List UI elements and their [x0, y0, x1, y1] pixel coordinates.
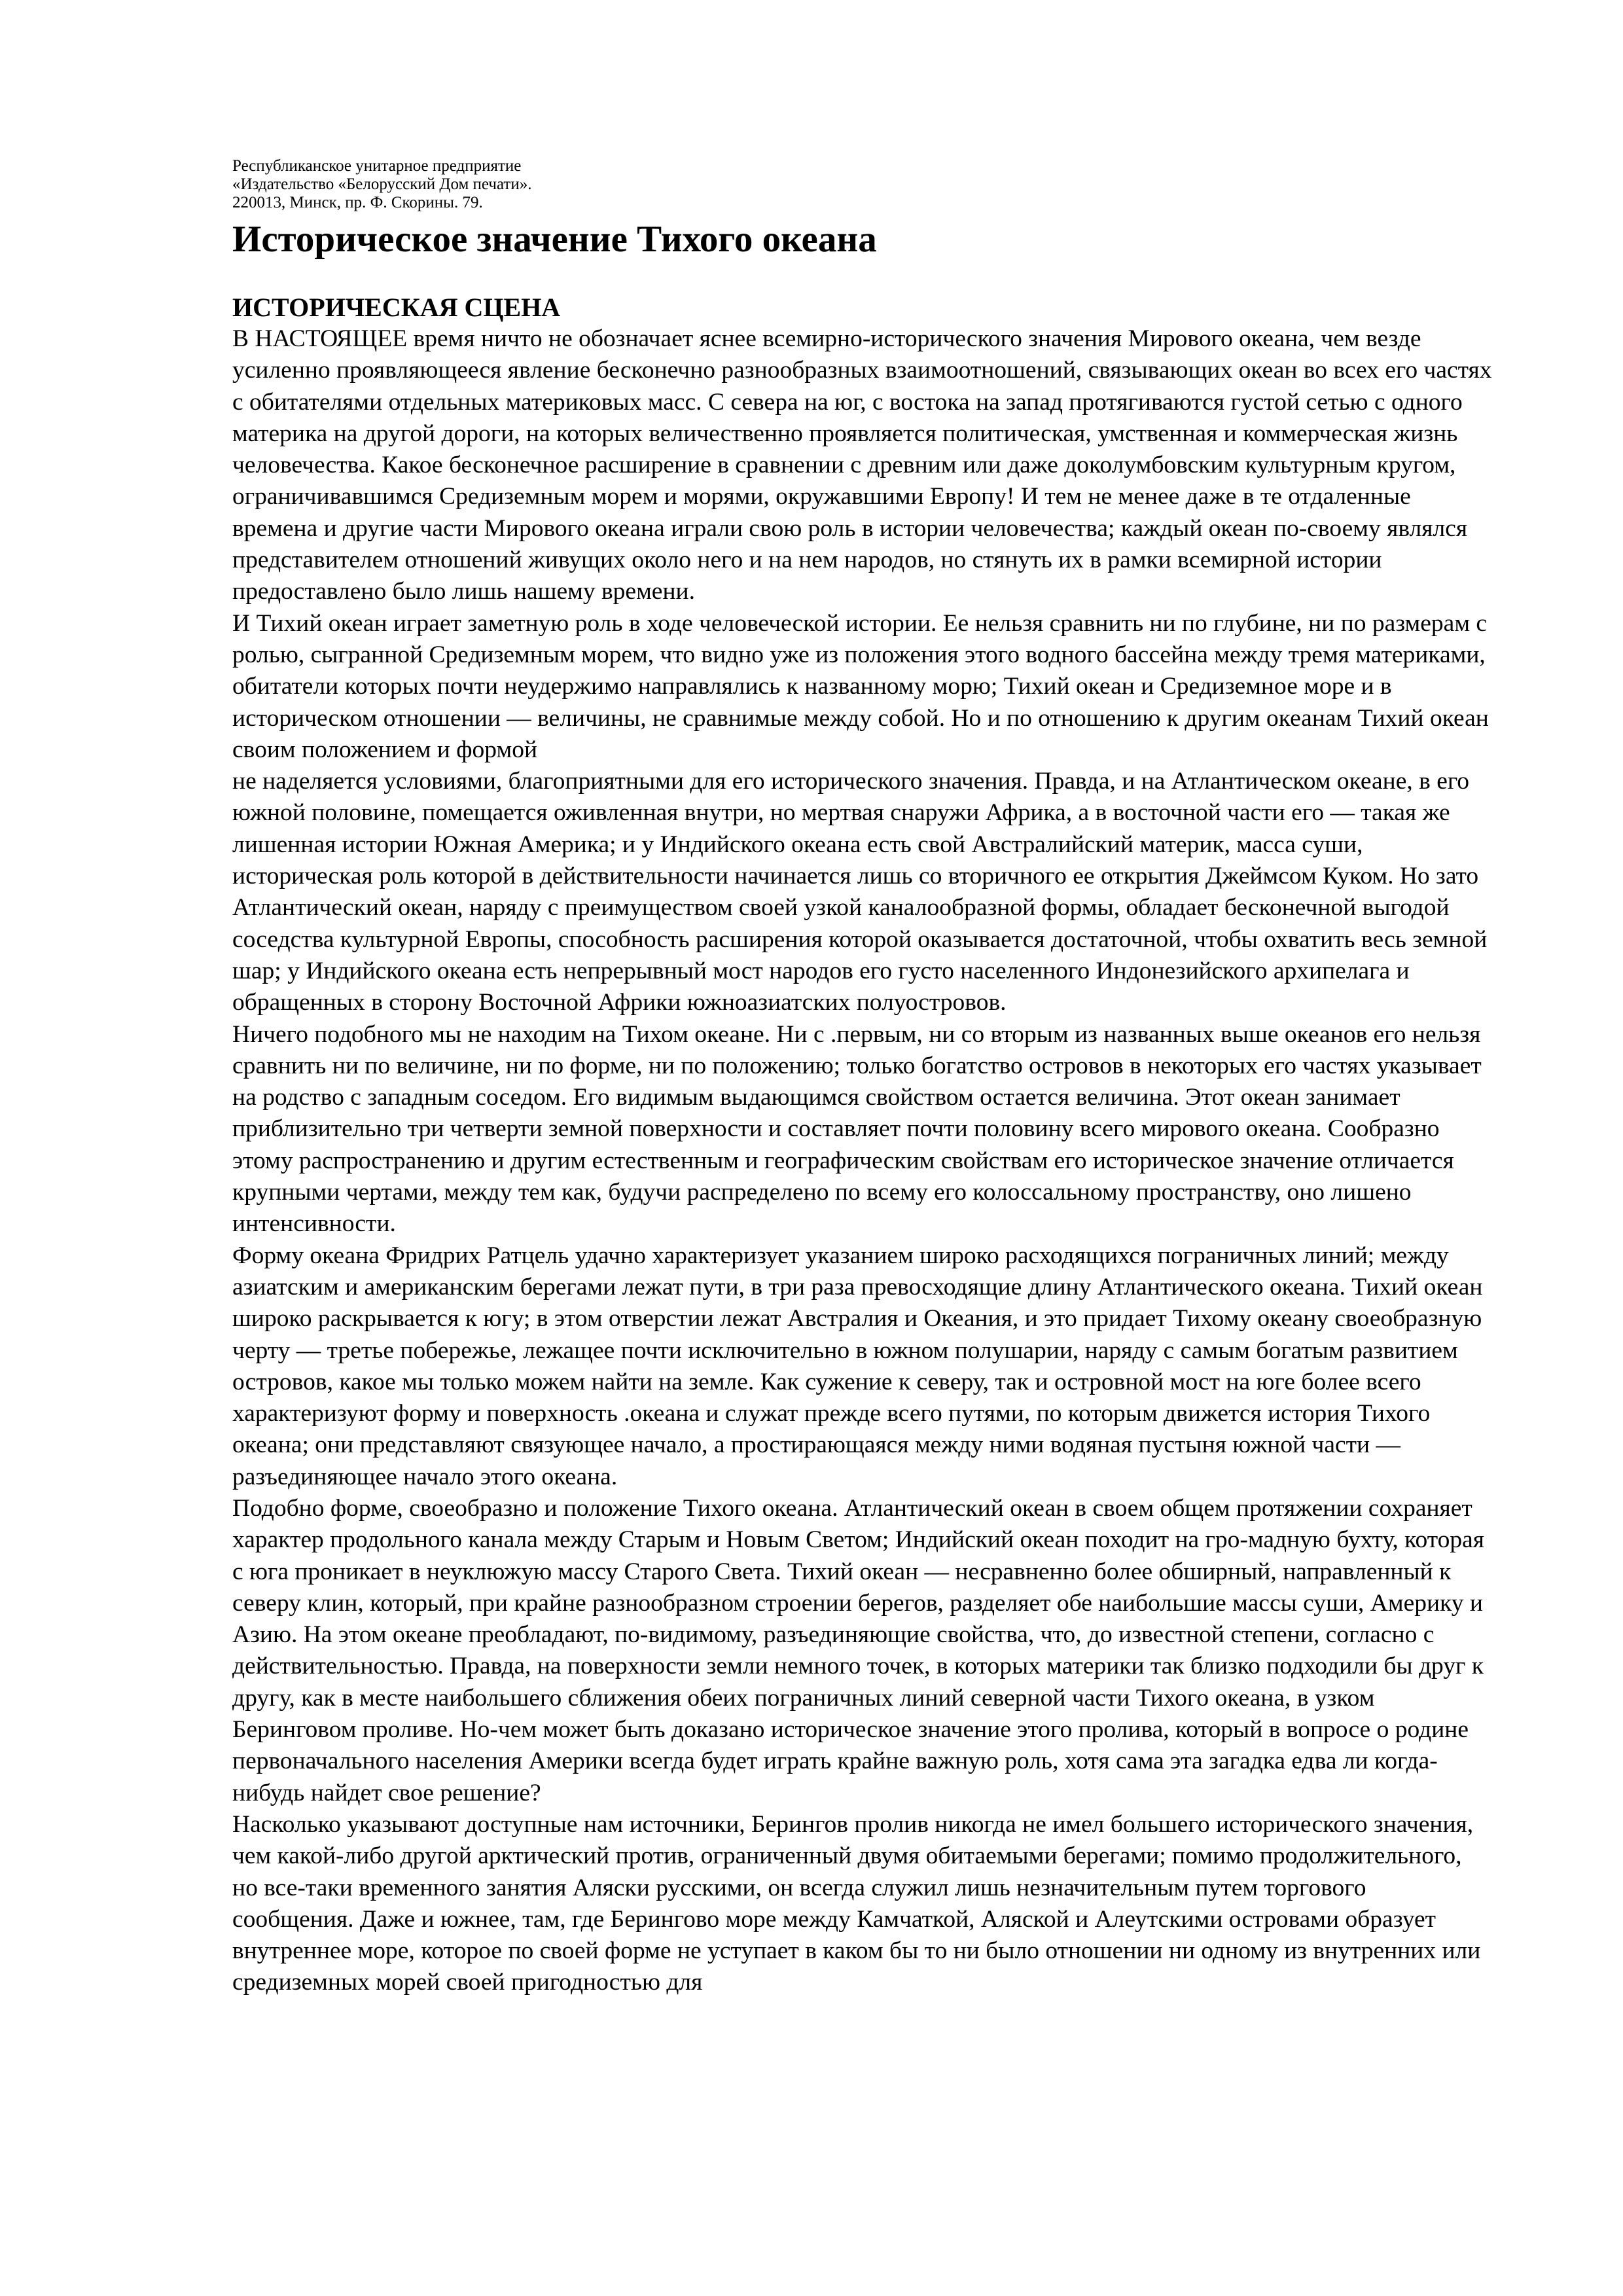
paragraph: И Тихий океан играет заметную роль в ходе человеческой истории. Ее нельзя сравнить ни по глубине, ни по размерам с ролью, сыгранной Средиземным морем, что видно уже из положения этого водного бассейна между тремя материками, обитатели которых почти неудержимо направлялись к названному морю; Тихий океан и Средиземное море и в историческом отношении — величины, не сравнимые между собой. Но и по отношению к другим океанам Тихий океан своим положением и формой	[232, 609, 1489, 763]
publisher-info	[232, 157, 1492, 212]
paragraph: Насколько указывают доступные нам источники, Берингов пролив никогда не имел большего исторического значения, чем какой-либо другой арктический против, ограниченный двумя обитаемыми берегами; помимо продолжительного, но все-таки временного занятия Аляски русскими, он всегда служил лишь незначительным путем торгового сообщения. Даже и южнее, там, где Берингово море между Камчаткой, Аляской и Алеутскими островами образует внутреннее море, которое по своей форме не уступает в каком бы то ни было отношении ни одному из внутренних или средиземных морей своей пригодностью для	[232, 1810, 1481, 1996]
section-heading: ИСТОРИЧЕСКАЯ СЦЕНА	[232, 293, 561, 322]
publisher-line: 220013, Минск, пр. Ф. Скорины. 79.	[232, 194, 483, 211]
paragraph: В НАСТОЯЩЕЕ время ничто не обозначает яснее всемирно-исторического значения Мирового океана, чем везде усиленно проявляющееся явление бесконечно разнообразных взаимоотношений, связывающих океан во всех его частях с обитателями отдельных материковых масс. С севера на юг, с востока на запад протягиваются густой сетью с одного материка на другой дороги, на которых величественно проявляется политическая, умственная и коммерческая жизнь человечества. Какое бесконечное расширение в сравнении с древним или даже доколумбовским культурным кругом, ограничивавшимся Средиземным морем и морями, окружавшими Европу! И тем не менее даже в те отдаленные времена и другие части Мирового океана играли свою роль в истории человечества; каждый океан по-своему являлся представителем отношений живущих около него и на нем народов, но стянуть их в рамки всемирной истории предоставлено было лишь нашему времени.	[232, 325, 1492, 605]
paragraph: Ничего подобного мы не находим на Тихом океане. Ни с .первым, ни со вторым из названных выше океанов его нельзя сравнить ни по величине, ни по форме, ни по положению; только богатство островов в некоторых его частях указывает на родство с западным соседом. Его видимым выдающимся свойством остается величина. Этот океан занимает приблизительно три четверти земной поверхности и составляет почти половину всего мирового океана. Сообразно этому распространению и другим естественным и географическим свойствам его историческое значение отличается крупными чертами, между тем как, будучи распределено по всему его колоссальному пространству, оно лишено интенсивности.	[232, 1020, 1482, 1238]
section-body	[232, 323, 1492, 1999]
paragraph: Подобно форме, своеобразно и положение Тихого океана. Атлантический океан в своем общем протяжении сохраняет характер продольного канала между Старым и Новым Светом; Индийский океан походит на гро-мадную бухту, которая с юга проникает в неуклюжую массу Старого Света. Тихий океан — несравненно более обширный, направленный к северу клин, который, при крайне разнообразном строении берегов, разделяет обе наибольшие массы суши, Америку и Азию. На этом океане преобладают, по-видимому, разъединяющие свойства, что, до известной степени, согласно с действительностью. Правда, на поверхности земли немного точек, в которых материки так близко подходили бы друг к другу, как в месте наибольшего сближения обеих пограничных линий северной части Тихого океана, в узком Беринговом проливе. Но-чем может быть доказано историческое значение этого пролива, который в вопросе о родине первоначального населения Америки всегда будет играть крайне важную роль, хотя сама эта загадка едва ли когда-нибудь найдет свое решение?	[232, 1494, 1485, 1806]
paragraph: не наделяется условиями, благоприятными для его исторического значения. Правда, и на Атлантическом океане, в его южной половине, помещается оживленная внутри, но мертвая снаружи Африка, а в восточной части его — такая же лишенная истории Южная Америка; и у Индийского океана есть свой Австралийский материк, масса суши, историческая роль которой в действительности начинается лишь со вторичного ее открытия Джеймсом Куком. Но зато Атлантический океан, наряду с преимуществом своей узкой каналообразной формы, обладает бесконечной выгодой соседства культурной Европы, способность расширения которой оказывается достаточной, чтобы охватить весь земной шар; у Индийского океана есть непрерывный мост народов его густо населенного Индонезийского архипелага и обращенных в сторону Восточной Африки южноазиатских полуостровов.	[232, 768, 1488, 1016]
document-page	[232, 157, 1492, 1999]
publisher-line: Республиканское унитарное предприятие	[232, 157, 522, 175]
publisher-line: «Издательство «Белорусский Дом печати».	[232, 175, 532, 193]
document-title: Историческое значение Тихого океана	[232, 219, 877, 260]
paragraph: Форму океана Фридрих Ратцель удачно характеризует указанием широко расходящихся пограничных линий; между азиатским и американским берегами лежат пути, в три раза превосходящие длину Атлантического океана. Тихий океан широко раскрывается к югу; в этом отверстии лежат Австралия и Океания, и это придает Тихому океану своеобразную черту — третье побережье, лежащее почти исключительно в южном полушарии, наряду с самым богатым развитием островов, какое мы только можем найти на земле. Как сужение к северу, так и островной мост на юге более всего характеризуют форму и поверхность .океана и служат прежде всего путями, по которым движется история Тихого океана; они представляют связующее начало, а простирающаяся между ними водяная пустыня южной части — разъединяющее начало этого океана.	[232, 1242, 1483, 1490]
